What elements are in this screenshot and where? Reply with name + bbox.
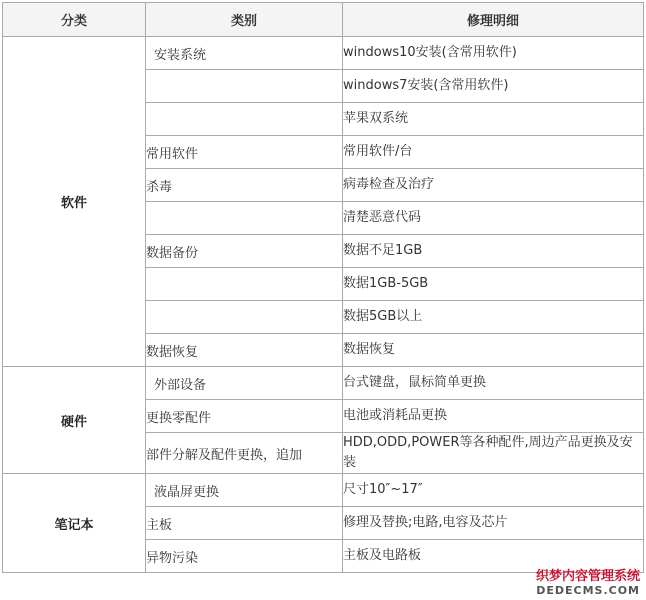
type-cell — [146, 70, 343, 103]
table-row — [3, 474, 644, 507]
repair-price-table — [2, 2, 644, 573]
detail-cell: 电池或消耗品更换 — [343, 400, 644, 433]
category-laptop: 笔记本 — [3, 474, 146, 573]
type-cell: 外部设备 — [146, 367, 343, 400]
category-hardware: 硬件 — [3, 367, 146, 474]
type-cell: 杀毒 — [146, 169, 343, 202]
table-row — [3, 367, 644, 400]
type-cell — [146, 301, 343, 334]
category-software: 软件 — [3, 37, 146, 367]
type-cell: 安装系统 — [146, 37, 343, 70]
type-cell — [146, 103, 343, 136]
detail-cell: 病毒检查及治疗 — [343, 169, 644, 202]
type-cell: 主板 — [146, 507, 343, 540]
watermark — [536, 570, 640, 598]
type-cell: 部件分解及配件更换，追加 — [146, 433, 343, 474]
table-header-row — [3, 3, 644, 37]
watermark-domain: DEDECMS.COM — [536, 584, 640, 597]
type-cell: 数据备份 — [146, 235, 343, 268]
type-cell: 更换零配件 — [146, 400, 343, 433]
detail-cell: 数据1GB-5GB — [343, 268, 644, 301]
detail-cell: 清楚恶意代码 — [343, 202, 644, 235]
detail-cell: 台式键盘，鼠标简单更换 — [343, 367, 644, 400]
detail-cell: 主板及电路板 — [343, 540, 644, 573]
detail-cell: 数据5GB以上 — [343, 301, 644, 334]
watermark-title: 织梦内容管理系统 — [535, 569, 640, 584]
type-cell: 常用软件 — [146, 136, 343, 169]
type-cell: 异物污染 — [146, 540, 343, 573]
header-detail: 修理明细 — [343, 3, 644, 37]
detail-cell: windows10安装(含常用软件) — [343, 37, 644, 70]
detail-cell: 数据不足1GB — [343, 235, 644, 268]
type-cell — [146, 202, 343, 235]
detail-cell: 修理及替换;电路,电容及芯片 — [343, 507, 644, 540]
header-type: 类别 — [146, 3, 343, 37]
detail-cell: 苹果双系统 — [343, 103, 644, 136]
type-cell — [146, 268, 343, 301]
detail-cell: HDD,ODD,POWER等各种配件,周边产品更换及安装 — [343, 433, 644, 474]
table-row — [3, 37, 644, 70]
detail-cell: 常用软件/台 — [343, 136, 644, 169]
type-cell: 液晶屏更换 — [146, 474, 343, 507]
detail-cell: 数据恢复 — [343, 334, 644, 367]
type-cell: 数据恢复 — [146, 334, 343, 367]
header-category: 分类 — [3, 3, 146, 37]
detail-cell: windows7安装(含常用软件) — [343, 70, 644, 103]
detail-cell: 尺寸10″~17″ — [343, 474, 644, 507]
